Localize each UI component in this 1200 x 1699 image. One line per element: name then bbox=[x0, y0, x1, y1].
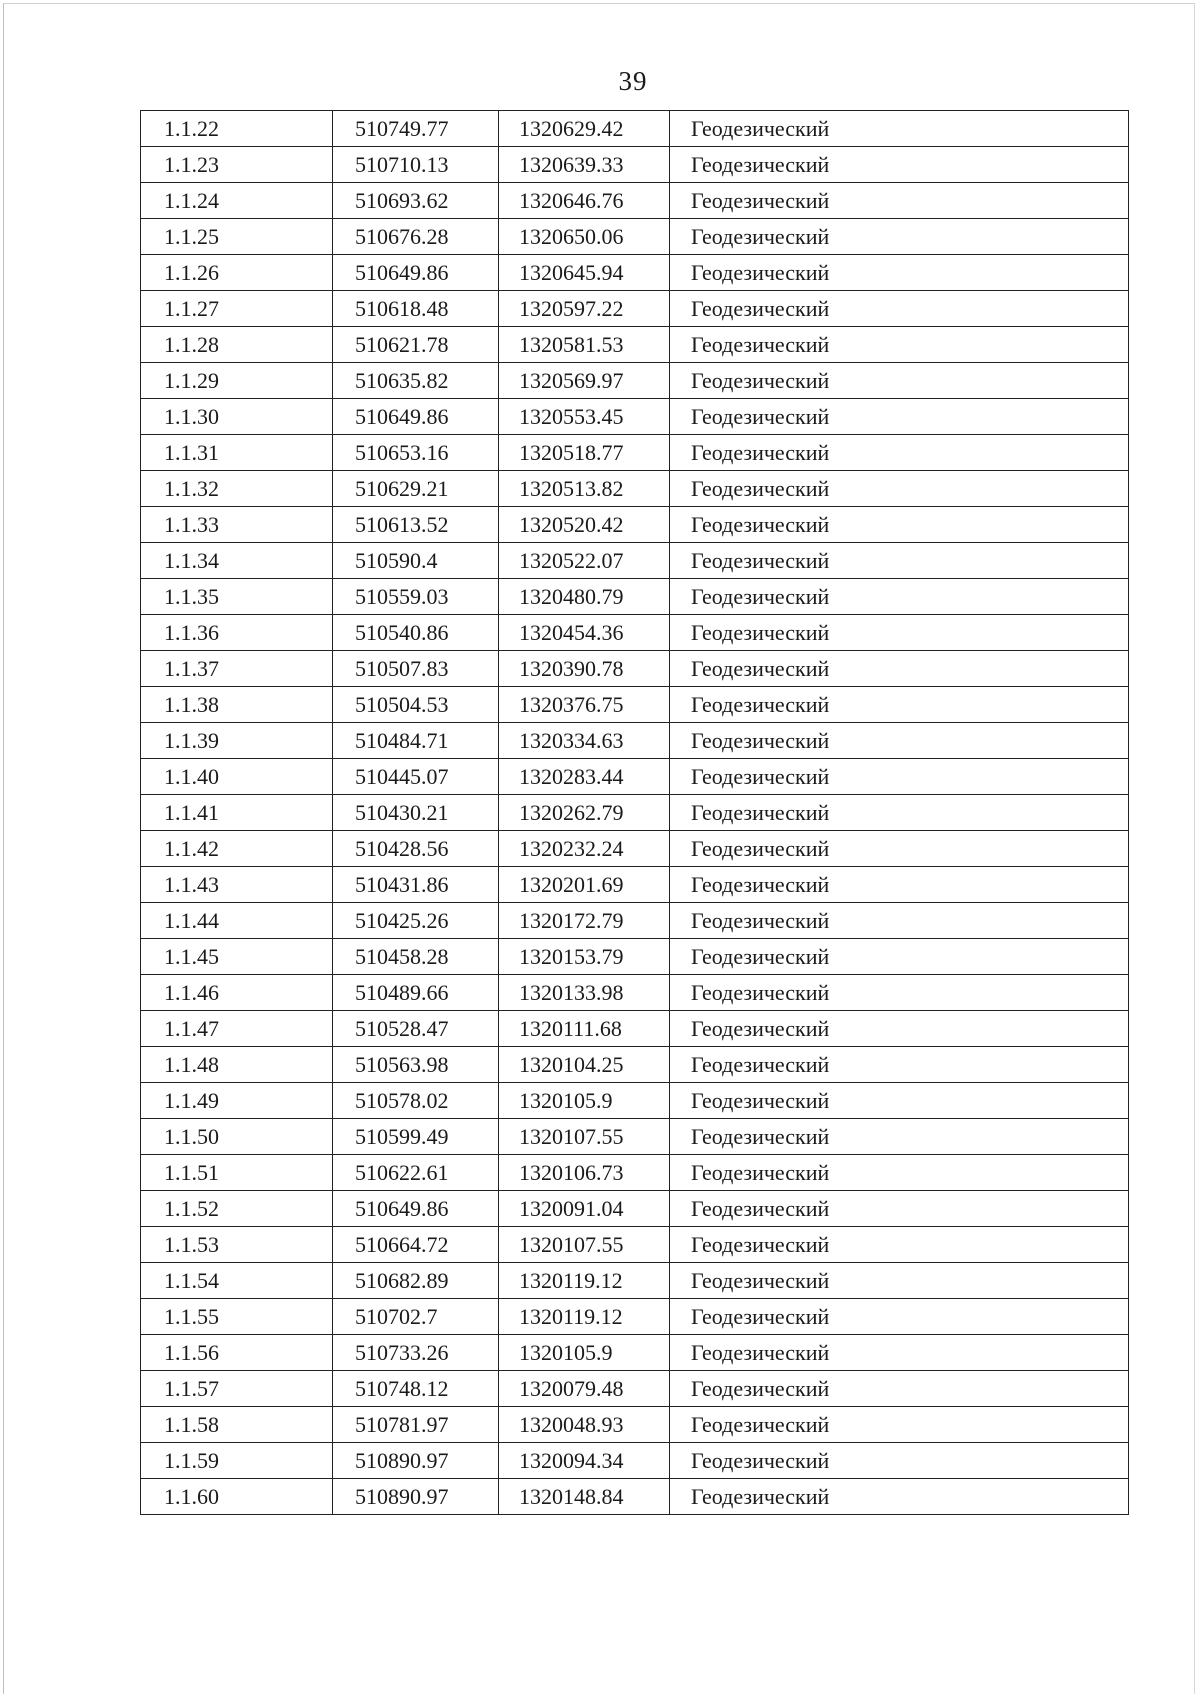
point-number-cell: 1.1.25 bbox=[141, 219, 333, 255]
coordinate-y-cell: 1320119.12 bbox=[499, 1263, 670, 1299]
table-row bbox=[141, 723, 1129, 759]
table-row bbox=[141, 1335, 1129, 1371]
table-row bbox=[141, 759, 1129, 795]
coordinate-x-cell: 510676.28 bbox=[333, 219, 499, 255]
coordinate-y-cell: 1320104.25 bbox=[499, 1047, 670, 1083]
coordinate-x-cell: 510629.21 bbox=[333, 471, 499, 507]
table-row bbox=[141, 183, 1129, 219]
coordinate-x-cell: 510425.26 bbox=[333, 903, 499, 939]
determination-method-cell: Геодезический bbox=[670, 1371, 1129, 1407]
determination-method-cell: Геодезический bbox=[670, 183, 1129, 219]
point-number-cell: 1.1.30 bbox=[141, 399, 333, 435]
point-number-cell: 1.1.54 bbox=[141, 1263, 333, 1299]
coordinate-y-cell: 1320107.55 bbox=[499, 1227, 670, 1263]
coordinate-x-cell: 510540.86 bbox=[333, 615, 499, 651]
coordinate-y-cell: 1320172.79 bbox=[499, 903, 670, 939]
table-row bbox=[141, 1443, 1129, 1479]
determination-method-cell: Геодезический bbox=[670, 1155, 1129, 1191]
coordinate-x-cell: 510653.16 bbox=[333, 435, 499, 471]
point-number-cell: 1.1.32 bbox=[141, 471, 333, 507]
coordinate-x-cell: 510458.28 bbox=[333, 939, 499, 975]
coordinate-y-cell: 1320334.63 bbox=[499, 723, 670, 759]
coordinate-x-cell: 510621.78 bbox=[333, 327, 499, 363]
coordinate-x-cell: 510559.03 bbox=[333, 579, 499, 615]
determination-method-cell: Геодезический bbox=[670, 327, 1129, 363]
determination-method-cell: Геодезический bbox=[670, 759, 1129, 795]
coordinate-x-cell: 510430.21 bbox=[333, 795, 499, 831]
coordinate-y-cell: 1320079.48 bbox=[499, 1371, 670, 1407]
coordinate-y-cell: 1320133.98 bbox=[499, 975, 670, 1011]
point-number-cell: 1.1.38 bbox=[141, 687, 333, 723]
determination-method-cell: Геодезический bbox=[670, 867, 1129, 903]
table-row bbox=[141, 111, 1129, 147]
coordinate-y-cell: 1320105.9 bbox=[499, 1335, 670, 1371]
determination-method-cell: Геодезический bbox=[670, 1227, 1129, 1263]
table-row bbox=[141, 795, 1129, 831]
determination-method-cell: Геодезический bbox=[670, 1479, 1129, 1515]
determination-method-cell: Геодезический bbox=[670, 1443, 1129, 1479]
coordinate-x-cell: 510590.4 bbox=[333, 543, 499, 579]
point-number-cell: 1.1.28 bbox=[141, 327, 333, 363]
table-row bbox=[141, 507, 1129, 543]
determination-method-cell: Геодезический bbox=[670, 1119, 1129, 1155]
determination-method-cell: Геодезический bbox=[670, 723, 1129, 759]
point-number-cell: 1.1.59 bbox=[141, 1443, 333, 1479]
table-row bbox=[141, 1047, 1129, 1083]
determination-method-cell: Геодезический bbox=[670, 831, 1129, 867]
point-number-cell: 1.1.57 bbox=[141, 1371, 333, 1407]
table-row bbox=[141, 867, 1129, 903]
point-number-cell: 1.1.44 bbox=[141, 903, 333, 939]
coordinate-x-cell: 510431.86 bbox=[333, 867, 499, 903]
point-number-cell: 1.1.34 bbox=[141, 543, 333, 579]
coordinate-x-cell: 510890.97 bbox=[333, 1479, 499, 1515]
point-number-cell: 1.1.33 bbox=[141, 507, 333, 543]
determination-method-cell: Геодезический bbox=[670, 507, 1129, 543]
coordinate-x-cell: 510599.49 bbox=[333, 1119, 499, 1155]
point-number-cell: 1.1.50 bbox=[141, 1119, 333, 1155]
point-number-cell: 1.1.55 bbox=[141, 1299, 333, 1335]
point-number-cell: 1.1.53 bbox=[141, 1227, 333, 1263]
coordinate-x-cell: 510781.97 bbox=[333, 1407, 499, 1443]
coordinate-x-cell: 510733.26 bbox=[333, 1335, 499, 1371]
table-row bbox=[141, 1155, 1129, 1191]
determination-method-cell: Геодезический bbox=[670, 975, 1129, 1011]
coordinate-x-cell: 510682.89 bbox=[333, 1263, 499, 1299]
point-number-cell: 1.1.49 bbox=[141, 1083, 333, 1119]
coordinate-x-cell: 510504.53 bbox=[333, 687, 499, 723]
determination-method-cell: Геодезический bbox=[670, 687, 1129, 723]
table-row bbox=[141, 1191, 1129, 1227]
determination-method-cell: Геодезический bbox=[670, 399, 1129, 435]
coordinate-x-cell: 510489.66 bbox=[333, 975, 499, 1011]
coordinate-x-cell: 510635.82 bbox=[333, 363, 499, 399]
point-number-cell: 1.1.52 bbox=[141, 1191, 333, 1227]
determination-method-cell: Геодезический bbox=[670, 147, 1129, 183]
coordinate-y-cell: 1320629.42 bbox=[499, 111, 670, 147]
point-number-cell: 1.1.42 bbox=[141, 831, 333, 867]
coordinate-x-cell: 510618.48 bbox=[333, 291, 499, 327]
coordinate-y-cell: 1320153.79 bbox=[499, 939, 670, 975]
table-row bbox=[141, 471, 1129, 507]
point-number-cell: 1.1.26 bbox=[141, 255, 333, 291]
table-row bbox=[141, 1263, 1129, 1299]
determination-method-cell: Геодезический bbox=[670, 903, 1129, 939]
point-number-cell: 1.1.35 bbox=[141, 579, 333, 615]
point-number-cell: 1.1.46 bbox=[141, 975, 333, 1011]
coordinate-y-cell: 1320201.69 bbox=[499, 867, 670, 903]
coordinate-y-cell: 1320650.06 bbox=[499, 219, 670, 255]
determination-method-cell: Геодезический bbox=[670, 1011, 1129, 1047]
coordinate-y-cell: 1320454.36 bbox=[499, 615, 670, 651]
point-number-cell: 1.1.40 bbox=[141, 759, 333, 795]
determination-method-cell: Геодезический bbox=[670, 255, 1129, 291]
point-number-cell: 1.1.24 bbox=[141, 183, 333, 219]
coordinate-y-cell: 1320513.82 bbox=[499, 471, 670, 507]
coordinate-x-cell: 510749.77 bbox=[333, 111, 499, 147]
determination-method-cell: Геодезический bbox=[670, 939, 1129, 975]
coordinate-x-cell: 510613.52 bbox=[333, 507, 499, 543]
coordinate-x-cell: 510649.86 bbox=[333, 399, 499, 435]
table-row bbox=[141, 291, 1129, 327]
table-row bbox=[141, 1083, 1129, 1119]
coordinate-x-cell: 510664.72 bbox=[333, 1227, 499, 1263]
determination-method-cell: Геодезический bbox=[670, 1083, 1129, 1119]
table-row bbox=[141, 399, 1129, 435]
coordinate-y-cell: 1320522.07 bbox=[499, 543, 670, 579]
point-number-cell: 1.1.27 bbox=[141, 291, 333, 327]
coordinate-x-cell: 510445.07 bbox=[333, 759, 499, 795]
coordinate-y-cell: 1320148.84 bbox=[499, 1479, 670, 1515]
coordinate-x-cell: 510702.7 bbox=[333, 1299, 499, 1335]
coordinate-y-cell: 1320646.76 bbox=[499, 183, 670, 219]
point-number-cell: 1.1.39 bbox=[141, 723, 333, 759]
point-number-cell: 1.1.22 bbox=[141, 111, 333, 147]
determination-method-cell: Геодезический bbox=[670, 579, 1129, 615]
table-row bbox=[141, 903, 1129, 939]
coordinate-x-cell: 510710.13 bbox=[333, 147, 499, 183]
coordinate-x-cell: 510622.61 bbox=[333, 1155, 499, 1191]
coordinate-y-cell: 1320111.68 bbox=[499, 1011, 670, 1047]
table-row bbox=[141, 219, 1129, 255]
coordinate-x-cell: 510890.97 bbox=[333, 1443, 499, 1479]
determination-method-cell: Геодезический bbox=[670, 1263, 1129, 1299]
point-number-cell: 1.1.29 bbox=[141, 363, 333, 399]
coordinate-x-cell: 510649.86 bbox=[333, 255, 499, 291]
determination-method-cell: Геодезический bbox=[670, 435, 1129, 471]
table-row bbox=[141, 543, 1129, 579]
determination-method-cell: Геодезический bbox=[670, 1047, 1129, 1083]
determination-method-cell: Геодезический bbox=[670, 291, 1129, 327]
table-row bbox=[141, 615, 1129, 651]
determination-method-cell: Геодезический bbox=[670, 219, 1129, 255]
coordinate-y-cell: 1320094.34 bbox=[499, 1443, 670, 1479]
coordinate-y-cell: 1320553.45 bbox=[499, 399, 670, 435]
determination-method-cell: Геодезический bbox=[670, 543, 1129, 579]
coordinate-y-cell: 1320597.22 bbox=[499, 291, 670, 327]
coordinate-y-cell: 1320107.55 bbox=[499, 1119, 670, 1155]
point-number-cell: 1.1.56 bbox=[141, 1335, 333, 1371]
coordinate-x-cell: 510507.83 bbox=[333, 651, 499, 687]
coordinate-y-cell: 1320232.24 bbox=[499, 831, 670, 867]
coordinate-x-cell: 510428.56 bbox=[333, 831, 499, 867]
coordinate-y-cell: 1320105.9 bbox=[499, 1083, 670, 1119]
coordinate-y-cell: 1320581.53 bbox=[499, 327, 670, 363]
table-row bbox=[141, 831, 1129, 867]
coordinate-y-cell: 1320569.97 bbox=[499, 363, 670, 399]
coordinate-y-cell: 1320645.94 bbox=[499, 255, 670, 291]
table-row bbox=[141, 255, 1129, 291]
point-number-cell: 1.1.31 bbox=[141, 435, 333, 471]
determination-method-cell: Геодезический bbox=[670, 363, 1129, 399]
coordinate-y-cell: 1320376.75 bbox=[499, 687, 670, 723]
determination-method-cell: Геодезический bbox=[670, 1299, 1129, 1335]
point-number-cell: 1.1.60 bbox=[141, 1479, 333, 1515]
table-row bbox=[141, 687, 1129, 723]
coordinates-table bbox=[140, 110, 1129, 1515]
coordinate-x-cell: 510528.47 bbox=[333, 1011, 499, 1047]
table-row bbox=[141, 1119, 1129, 1155]
table-row bbox=[141, 1407, 1129, 1443]
determination-method-cell: Геодезический bbox=[670, 471, 1129, 507]
table-row bbox=[141, 939, 1129, 975]
coordinate-y-cell: 1320048.93 bbox=[499, 1407, 670, 1443]
coordinate-x-cell: 510748.12 bbox=[333, 1371, 499, 1407]
coordinate-x-cell: 510563.98 bbox=[333, 1047, 499, 1083]
coordinate-y-cell: 1320283.44 bbox=[499, 759, 670, 795]
coordinate-y-cell: 1320091.04 bbox=[499, 1191, 670, 1227]
table-row bbox=[141, 975, 1129, 1011]
coordinate-y-cell: 1320480.79 bbox=[499, 579, 670, 615]
table-row bbox=[141, 1479, 1129, 1515]
coordinate-y-cell: 1320119.12 bbox=[499, 1299, 670, 1335]
table-row bbox=[141, 1299, 1129, 1335]
coordinate-y-cell: 1320390.78 bbox=[499, 651, 670, 687]
point-number-cell: 1.1.51 bbox=[141, 1155, 333, 1191]
determination-method-cell: Геодезический bbox=[670, 795, 1129, 831]
determination-method-cell: Геодезический bbox=[670, 615, 1129, 651]
table-row bbox=[141, 363, 1129, 399]
determination-method-cell: Геодезический bbox=[670, 1191, 1129, 1227]
table-row bbox=[141, 651, 1129, 687]
coordinate-x-cell: 510693.62 bbox=[333, 183, 499, 219]
table-row bbox=[141, 1227, 1129, 1263]
table-row bbox=[141, 1011, 1129, 1047]
coordinate-x-cell: 510484.71 bbox=[333, 723, 499, 759]
point-number-cell: 1.1.23 bbox=[141, 147, 333, 183]
table-row bbox=[141, 327, 1129, 363]
point-number-cell: 1.1.48 bbox=[141, 1047, 333, 1083]
point-number-cell: 1.1.41 bbox=[141, 795, 333, 831]
coordinate-y-cell: 1320262.79 bbox=[499, 795, 670, 831]
point-number-cell: 1.1.36 bbox=[141, 615, 333, 651]
point-number-cell: 1.1.37 bbox=[141, 651, 333, 687]
point-number-cell: 1.1.47 bbox=[141, 1011, 333, 1047]
table-row bbox=[141, 579, 1129, 615]
page-number: 39 bbox=[618, 66, 648, 96]
coordinates-table-body bbox=[141, 111, 1129, 1515]
determination-method-cell: Геодезический bbox=[670, 651, 1129, 687]
coordinate-y-cell: 1320106.73 bbox=[499, 1155, 670, 1191]
coordinate-y-cell: 1320639.33 bbox=[499, 147, 670, 183]
point-number-cell: 1.1.43 bbox=[141, 867, 333, 903]
coordinate-y-cell: 1320520.42 bbox=[499, 507, 670, 543]
coordinate-y-cell: 1320518.77 bbox=[499, 435, 670, 471]
coordinate-x-cell: 510649.86 bbox=[333, 1191, 499, 1227]
point-number-cell: 1.1.58 bbox=[141, 1407, 333, 1443]
table-row bbox=[141, 435, 1129, 471]
determination-method-cell: Геодезический bbox=[670, 111, 1129, 147]
point-number-cell: 1.1.45 bbox=[141, 939, 333, 975]
table-row bbox=[141, 1371, 1129, 1407]
coordinate-x-cell: 510578.02 bbox=[333, 1083, 499, 1119]
determination-method-cell: Геодезический bbox=[670, 1407, 1129, 1443]
determination-method-cell: Геодезический bbox=[670, 1335, 1129, 1371]
table-row bbox=[141, 147, 1129, 183]
